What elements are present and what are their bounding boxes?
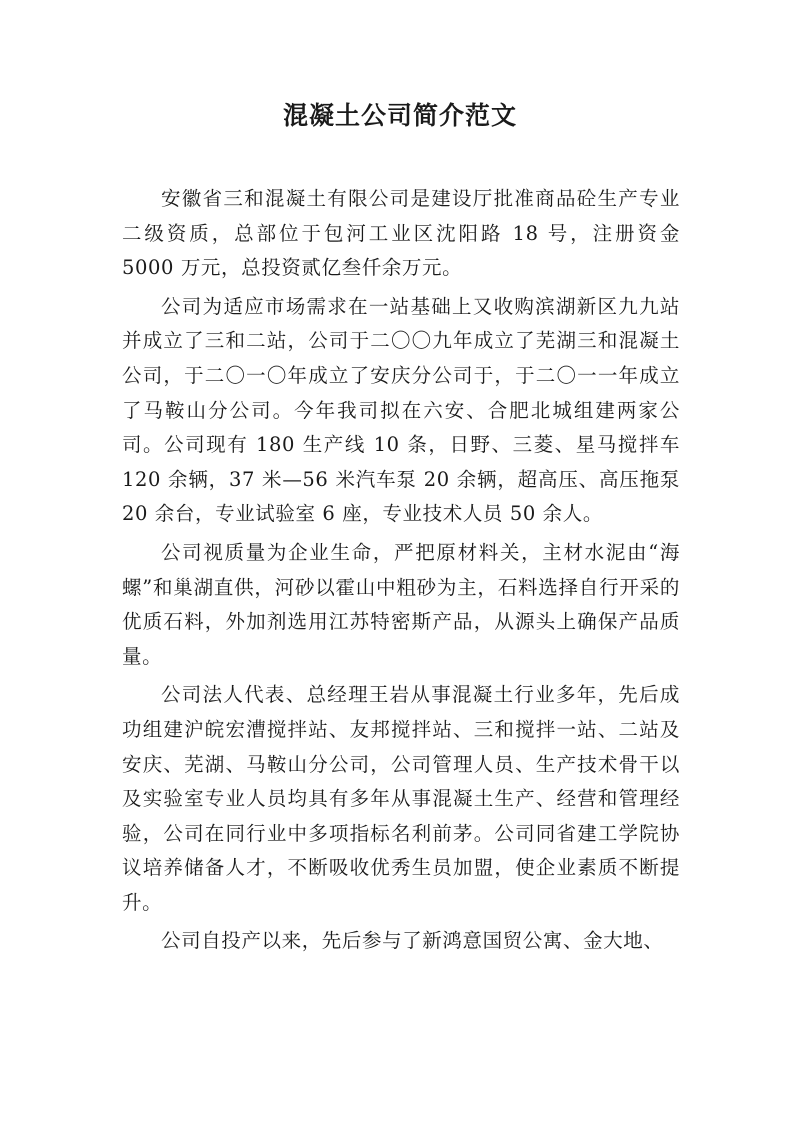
paragraph-projects: 公司自投产以来，先后参与了新鸿意国贸公寓、金大地、 xyxy=(161,929,664,953)
paragraph-management: 公司法人代表、总经理王岩从事混凝土行业多年，先后成功组建沪皖宏漕搅拌站、友邦搅拌站、三和搅拌一站、二站及安庆、芜湖、马鞍山分公司，公司管理人员、生产技术骨干以及实验室专业人员均具有多年从事混凝土生产、经营和管理经验，公司在同行业中多项指标名利前茅。公司同省建工学院协议培养储备人才，不断吸收优秀生员加盟，使企业素质不断提升。 xyxy=(122,683,680,914)
paragraph-quality: 公司视质量为企业生命，严把原材料关，主材水泥由“海螺”和巢湖直供，河砂以霍山中粗砂为主，石料选择自行开采的优质石料，外加剂选用江苏特密斯产品，从源头上确保产品质量。 xyxy=(122,540,680,668)
document-title: 混凝土公司简介范文 xyxy=(282,101,517,130)
document-body xyxy=(122,182,680,963)
paragraph-company-overview: 安徽省三和混凝土有限公司是建设厅批准商品砼生产专业二级资质，总部位于包河工业区沈阳路 18 号，注册资金 5000 万元，总投资贰亿叁仟余万元。 xyxy=(122,187,680,280)
paragraph-expansion: 公司为适应市场需求在一站基础上又收购滨湖新区九九站并成立了三和二站，公司于二〇〇九年成立了芜湖三和混凝土公司，于二〇一〇年成立了安庆分公司于，于二〇一一年成立了马鞍山分公司。今年我司拟在六安、合肥北城组建两家公司。公司现有 180 生产线 10 条，日野、三菱、星马搅拌车 120 余辆，37 米—56 米汽车泵 20 余辆，超高压、高压拖泵 20 余台，专业试验室 6 座，专业技术人员 50 余人。 xyxy=(122,294,680,526)
